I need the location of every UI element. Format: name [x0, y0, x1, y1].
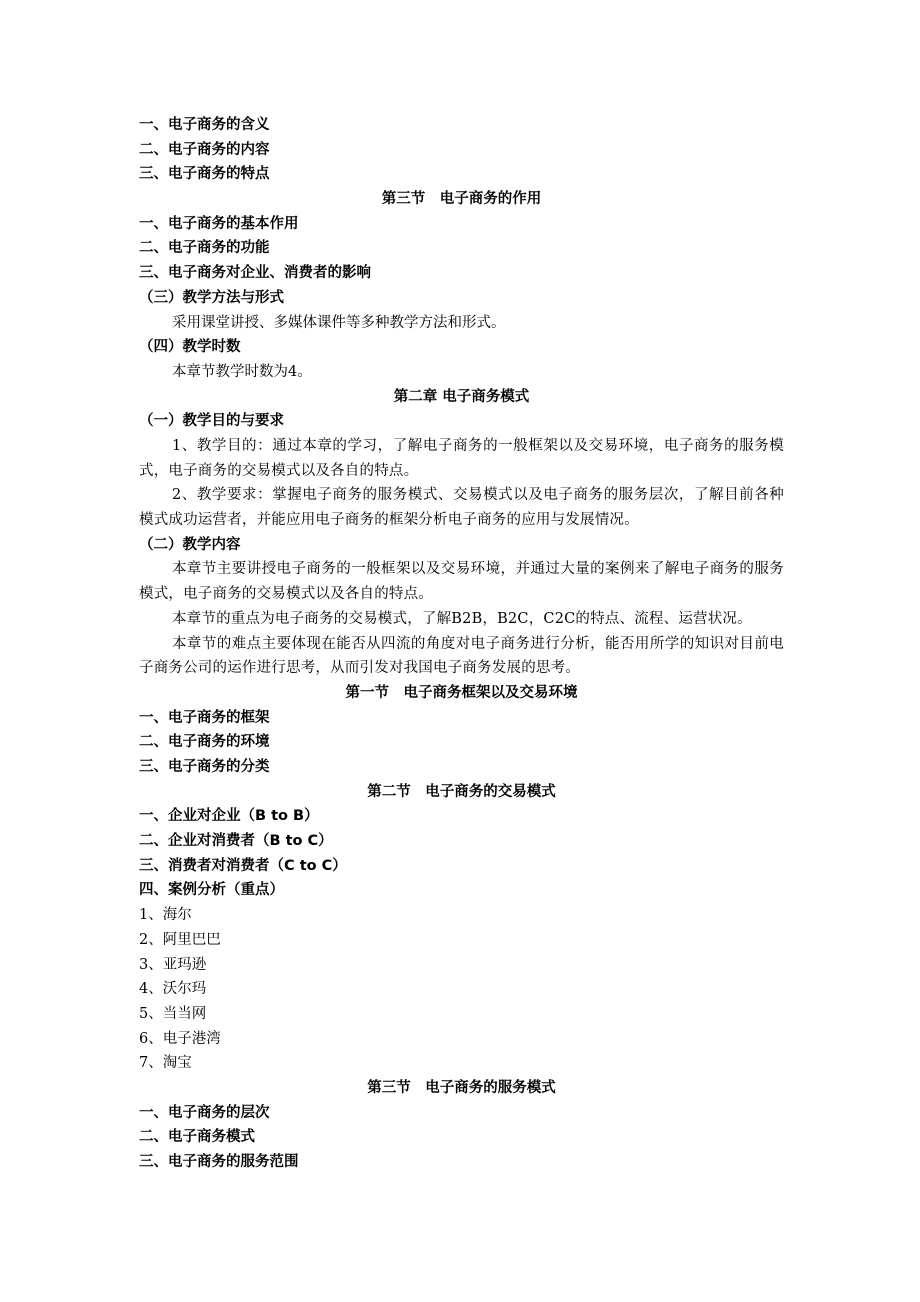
- case-item: 3、亚玛逊: [139, 956, 207, 973]
- section-title: 第二节 电子商务的交易模式: [367, 783, 556, 800]
- content-paragraphs: [139, 557, 784, 681]
- subheading-goal: （一）教学目的与要求: [139, 413, 284, 430]
- case-item: 2、阿里巴巴: [139, 931, 221, 948]
- list-item: 一、电子商务的基本作用: [139, 215, 299, 232]
- paragraph: 1、教学目的：通过本章的学习，了解电子商务的一般框架以及交易环境，电子商务的服务模式，电子商务的交易模式以及各自的特点。: [139, 437, 784, 479]
- subheading-content: （二）教学内容: [139, 536, 241, 553]
- paragraph: 本章节主要讲授电子商务的一般框架以及交易环境，并通过大量的案例来了解电子商务的服务模式，电子商务的交易模式以及各自的特点。: [139, 561, 784, 603]
- paragraph: 2、教学要求：掌握电子商务的服务模式、交易模式以及电子商务的服务层次，了解目前各种模式成功运营者，并能应用电子商务的框架分析电子商务的应用与发展情况。: [139, 487, 784, 529]
- subheading-hours: （四）教学时数: [139, 339, 241, 356]
- chapter-title: 第二章 电子商务模式: [393, 388, 530, 405]
- list-item: 二、电子商务模式: [139, 1129, 255, 1146]
- list-item: 三、电子商务的特点: [139, 166, 270, 183]
- method-text: 采用课堂讲授、多媒体课件等多种教学方法和形式。: [172, 314, 506, 331]
- document-page: [139, 113, 784, 1175]
- case-item: 1、海尔: [139, 907, 192, 924]
- list-item: 一、电子商务的框架: [139, 709, 270, 726]
- section-title: 第三节 电子商务的作用: [381, 191, 542, 208]
- case-item: 5、当当网: [139, 1005, 207, 1022]
- list-item: 二、电子商务的内容: [139, 141, 270, 158]
- list-item: 三、消费者对消费者（C to C）: [139, 857, 347, 874]
- list-item: 一、企业对企业（B to B）: [139, 808, 319, 825]
- section-title: 第三节 电子商务的服务模式: [367, 1079, 556, 1096]
- goal-paragraphs: [139, 434, 784, 533]
- list-item: 四、案例分析（重点）: [139, 882, 284, 899]
- case-item: 6、电子港湾: [139, 1030, 221, 1047]
- paragraph: 本章节的难点主要体现在能否从四流的角度对电子商务进行分析，能否用所学的知识对目前电子商务公司的运作进行思考，从而引发对我国电子商务发展的思考。: [139, 635, 784, 677]
- list-item: 一、电子商务的层次: [139, 1104, 270, 1121]
- case-item: 4、沃尔玛: [139, 981, 207, 998]
- list-item: 三、电子商务的服务范围: [139, 1154, 299, 1171]
- list-item: 一、电子商务的含义: [139, 117, 270, 133]
- case-item: 7、淘宝: [139, 1055, 192, 1072]
- hours-text: 本章节教学时数为4。: [172, 363, 312, 380]
- list-item: 二、电子商务的环境: [139, 734, 270, 751]
- list-item: 二、电子商务的功能: [139, 240, 270, 257]
- list-item: 二、企业对消费者（B to C）: [139, 833, 333, 850]
- paragraph: 本章节的重点为电子商务的交易模式，了解B2B，B2C，C2C的特点、流程、运营状况。: [172, 610, 752, 627]
- subheading-method: （三）教学方法与形式: [139, 289, 284, 306]
- section-title: 第一节 电子商务框架以及交易环境: [345, 684, 578, 701]
- list-item: 三、电子商务的分类: [139, 759, 270, 776]
- list-item: 三、电子商务对企业、消费者的影响: [139, 265, 371, 282]
